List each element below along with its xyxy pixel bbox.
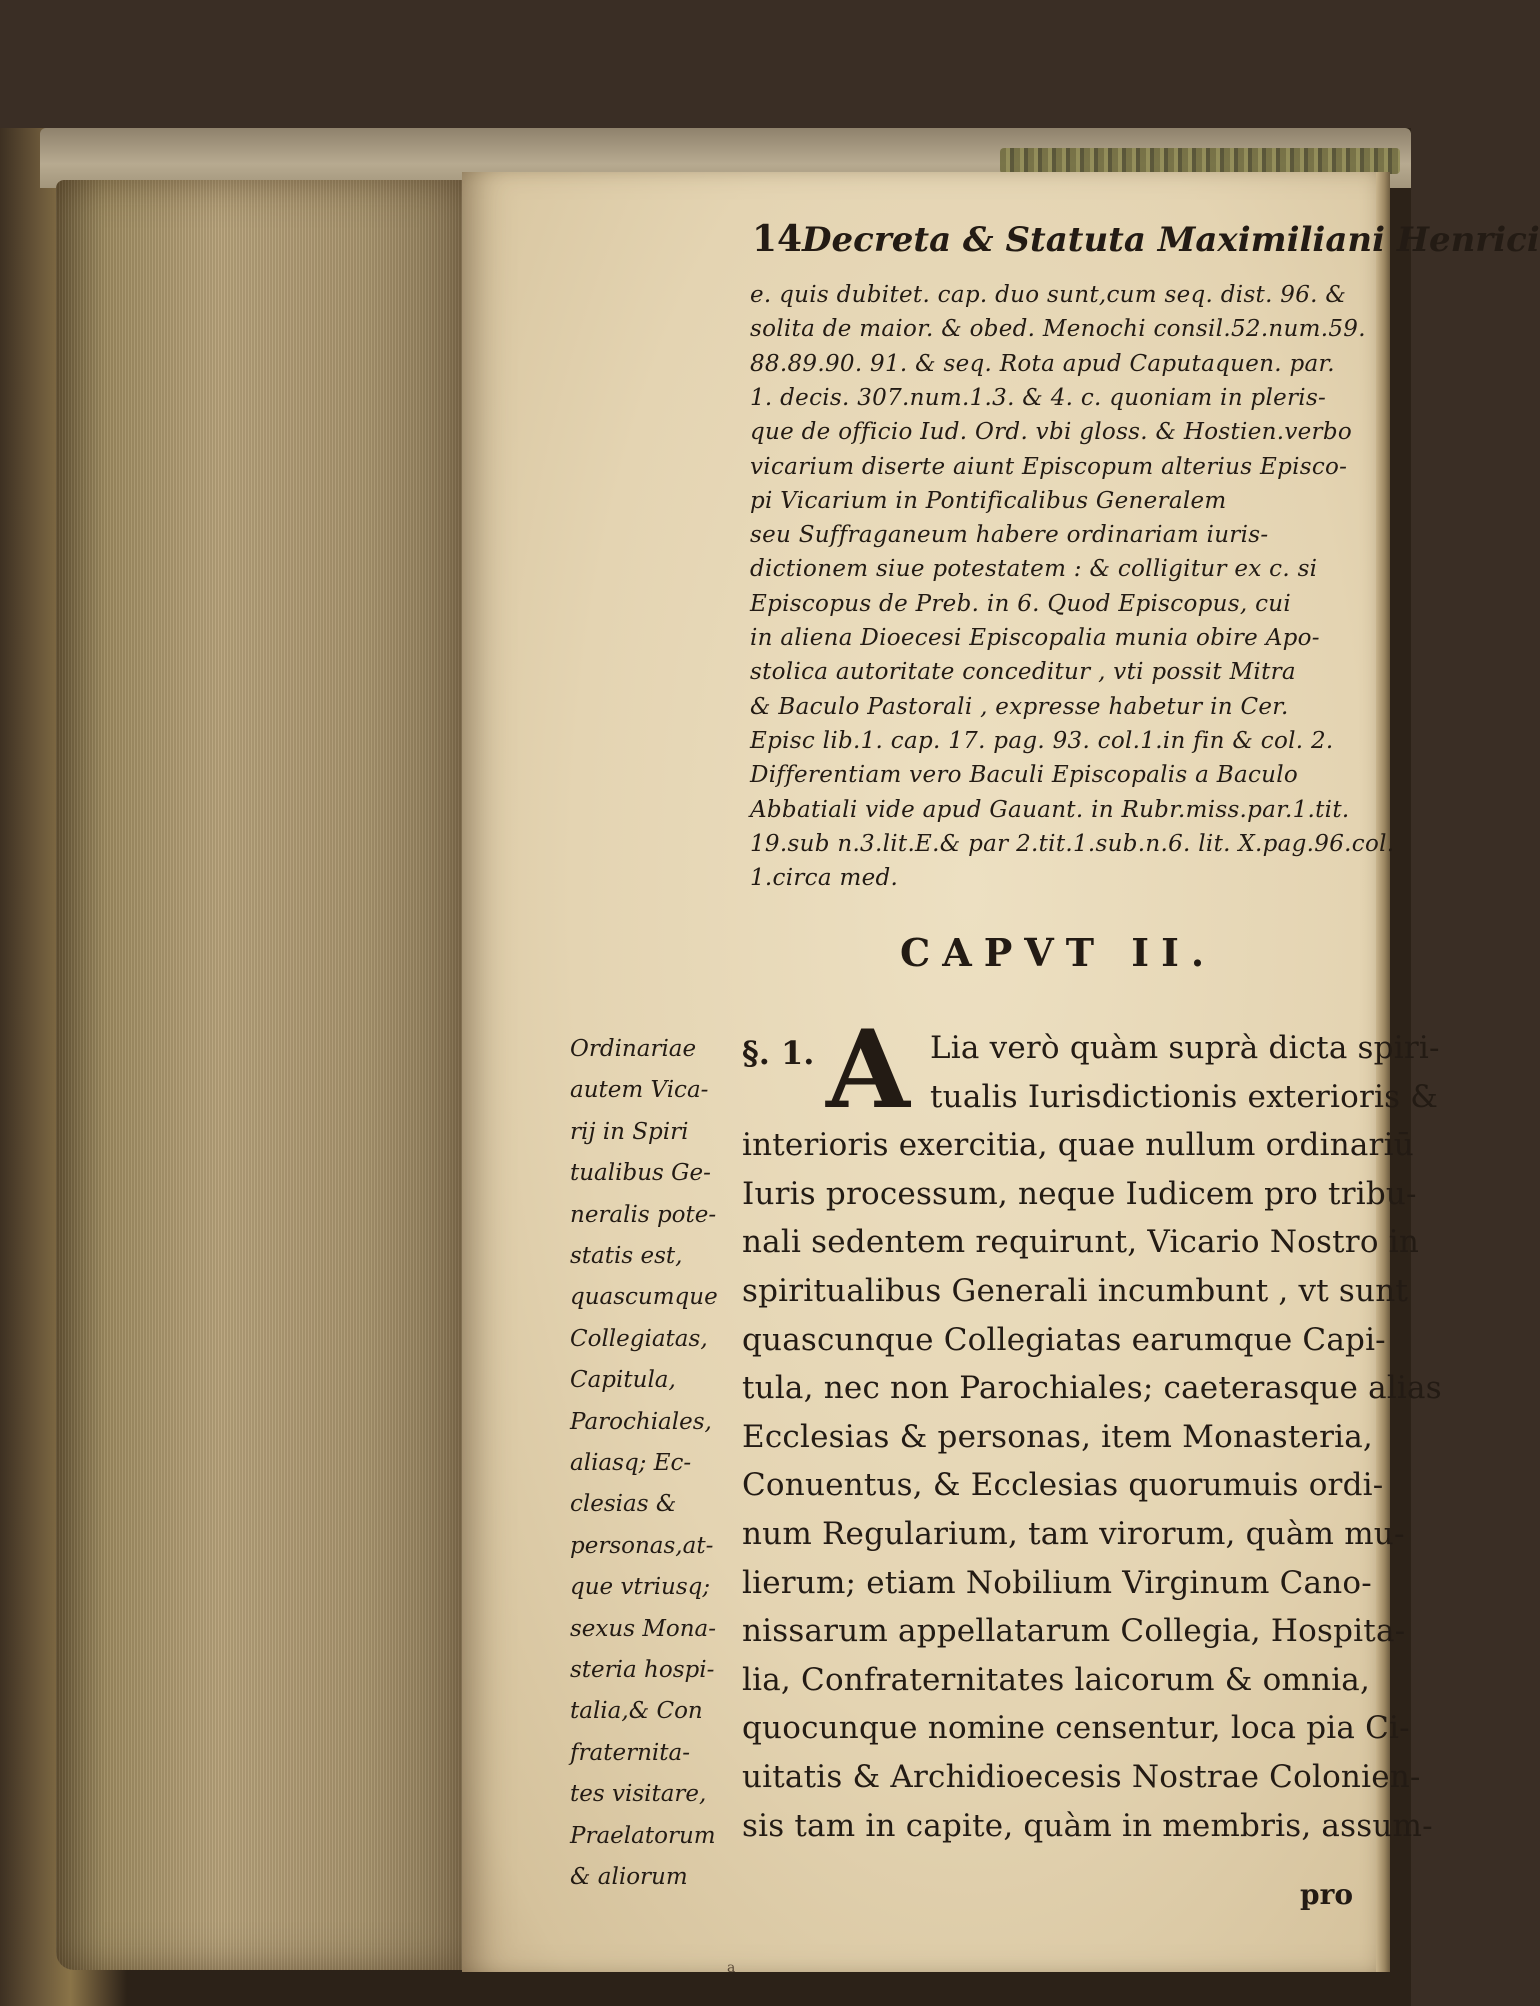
margin-note-line: tes visitare, [570, 1781, 707, 1808]
running-title: Decreta & Statuta Maximiliani Henrici [802, 220, 1540, 260]
margin-note-line: steria hospi- [570, 1657, 715, 1683]
margin-note-line: talia,& Con [570, 1698, 703, 1725]
page-number: 14 [752, 218, 803, 260]
body-line: nali sedentem requirunt, Vicario Nostro in [742, 1224, 1420, 1261]
page-stub-mark: a [727, 1960, 736, 1976]
footnote-line: seu Suffraganeum habere ordinariam iuris- [750, 522, 1269, 549]
body-line: uitatis & Archidioecesis Nostrae Colonien- [742, 1759, 1421, 1795]
margin-note-line: clesias & [570, 1491, 677, 1518]
body-line: tualis Iurisdictionis exterioris & [930, 1078, 1439, 1115]
body-line: interioris exercitia, quae nullum ordinariū [742, 1127, 1414, 1164]
footnote-line: 88.89.90. 91. & seq. Rota apud Caputaquen. par. [750, 350, 1335, 377]
margin-note-line: personas,at- [570, 1532, 714, 1559]
body-line: spiritualibus Generali incumbunt , vt sunt [742, 1273, 1409, 1309]
section-mark: §. 1. [742, 1034, 815, 1072]
body-line: quocunque nomine censentur, loca pia Ci- [742, 1710, 1410, 1747]
margin-note-line: neralis pote- [570, 1201, 717, 1228]
footnote-line: pi Vicarium in Pontificalibus Generalem [750, 487, 1227, 514]
margin-note-line: Ordinariae [570, 1036, 697, 1062]
footnote-line: 19.sub n.3.lit.E.& par 2.tit.1.sub.n.6. lit. X.pag.96.col. [750, 830, 1395, 857]
footnote-line: que de officio Iud. Ord. vbi gloss. & Hostien.verbo [750, 419, 1353, 446]
body-line: Conuentus, & Ecclesias quorumuis ordi- [742, 1467, 1384, 1504]
footnote-line: 1. decis. 307.num.1.3. & 4. c. quoniam in pleris- [750, 384, 1327, 411]
gilt-spine-band [1000, 148, 1400, 174]
footnote-line: e. quis dubitet. cap. duo sunt,cum seq. dist. 96. & [750, 282, 1347, 308]
margin-note-line: fraternita- [570, 1739, 690, 1766]
body-line: Ecclesias & personas, item Monasteria, [742, 1418, 1373, 1455]
footnote-line: vicarium diserte aiunt Episcopum alterius Episco- [750, 453, 1348, 480]
margin-note-line: que vtriusq; [570, 1574, 711, 1601]
body-line: lia, Confraternitates laicorum & omnia, [742, 1661, 1371, 1698]
body-line: tula, nec non Parochiales; caeterasque alias [742, 1370, 1442, 1407]
margin-note-line: Collegiatas, [570, 1325, 708, 1352]
running-header [752, 212, 1540, 268]
margin-note-line: tualibus Ge- [570, 1160, 711, 1187]
margin-note-line: sexus Mona- [570, 1615, 717, 1642]
drop-cap: A [826, 1007, 910, 1133]
footnote-line: dictionem siue potestatem : & colligitur ex c. si [750, 556, 1318, 583]
margin-note-line: quascumque [570, 1284, 718, 1311]
body-line: nissarum appellatarum Collegia, Hospita- [742, 1613, 1406, 1650]
footnote-line: in aliena Dioecesi Episcopalia munia obire Apo- [750, 625, 1320, 651]
margin-note-line: Capitula, [570, 1367, 676, 1394]
page-gutter-edge [1376, 172, 1390, 1972]
footnote-line: Differentiam vero Baculi Episcopalis a Baculo [750, 762, 1299, 789]
margin-note-line: rij in Spiri [570, 1118, 689, 1145]
margin-note-line: autem Vica- [570, 1077, 709, 1104]
margin-note-line: aliasq; Ec- [570, 1450, 692, 1476]
body-line: num Regularium, tam virorum, quàm mu- [742, 1516, 1405, 1552]
chapter-heading: CAPVT II. [900, 930, 1217, 975]
footnote-line: stolica autoritate conceditur , vti possit Mitra [750, 659, 1296, 686]
body-line: lierum; etiam Nobilium Virginum Cano- [742, 1564, 1372, 1601]
body-line: quascunque Collegiatas earumque Capi- [742, 1321, 1386, 1358]
footnote-line: 1.circa med. [750, 865, 899, 892]
catchword: pro [1300, 1878, 1354, 1911]
page-block-edge [56, 180, 466, 1970]
footnote-line: Episcopus de Preb. in 6. Quod Episcopus, cui [750, 590, 1292, 617]
footnote-line: Episc lib.1. cap. 17. pag. 93. col.1.in fin & col. 2. [750, 727, 1334, 754]
margin-note-line: Parochiales, [570, 1408, 712, 1435]
body-line: sis tam in capite, quàm in membris, assum- [742, 1807, 1433, 1844]
margin-note-line: Praelatorum [570, 1822, 716, 1849]
body-line: Iuris processum, neque Iudicem pro tribu- [742, 1175, 1417, 1212]
margin-note-line: statis est, [570, 1243, 683, 1269]
margin-note-line: & aliorum [570, 1864, 688, 1890]
footnote-line: & Baculo Pastorali , expresse habetur in Cer. [750, 693, 1289, 720]
body-line: Lia verò quàm suprà dicta spiri- [930, 1030, 1440, 1066]
footnote-line: Abbatiali vide apud Gauant. in Rubr.miss.par.1.tit. [750, 796, 1350, 823]
footnote-line: solita de maior. & obed. Menochi consil.52.num.59. [750, 316, 1366, 343]
